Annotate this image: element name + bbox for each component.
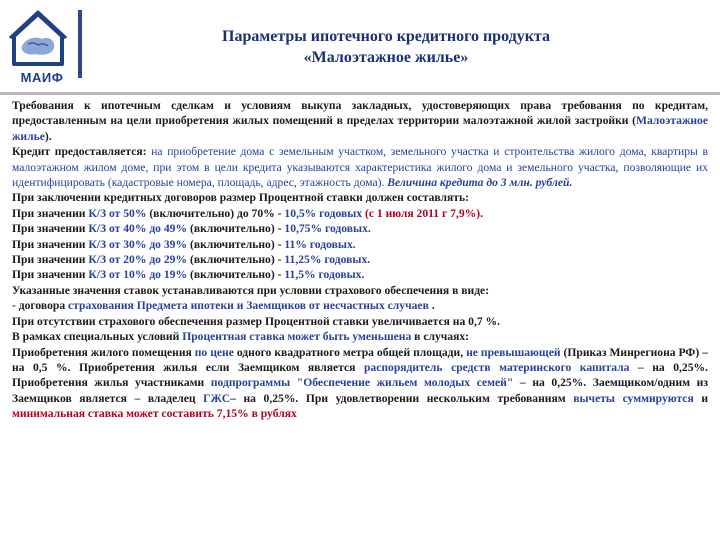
rate-line: [12, 267, 708, 282]
text-run: – на 0,25%. При удовлетворении нескольким требованиям: [230, 391, 574, 405]
insurance-type: страхования Предмета ипотеки и Заемщиков от несчастных случаев: [68, 299, 429, 313]
highlight: по цене: [194, 345, 234, 359]
rate-value: 11,5% годовых.: [284, 268, 365, 282]
title-line-2: «Малоэтажное жилье»: [303, 49, 469, 66]
credit-amount: Величина кредита до 3 млн. рублей.: [387, 176, 573, 190]
requirements-paragraph: [12, 98, 708, 144]
credit-purpose: на приобретение дома с земельным участком, земельного участка и строительства жилого дома, квартиры в малоэтажном жилом доме, при этом в цели кредита указываются характеристика жилого дома и земельного участка, позволяющие их идентифицировать (кадастровые номера, площадь, адрес, этажность дома).: [12, 145, 708, 190]
insurance-condition: Указанные значения ставок устанавливаются при условии страхового обеспечения в виде:: [12, 283, 490, 297]
text-run: и: [693, 391, 708, 405]
text-run: Приобретения жилого помещения: [12, 345, 195, 359]
text-run: (включительно) -: [187, 237, 285, 251]
page-title: [90, 26, 682, 68]
logo-text: МАИФ: [20, 70, 64, 85]
text-run: (включительно) до 70% -: [146, 206, 285, 220]
header: [0, 0, 720, 92]
special-conditions: [12, 329, 708, 344]
ltv-range: К/З от 10% до 19%: [88, 268, 188, 282]
highlight: подпрограммы "Обеспечение жильем молодых семей": [210, 376, 514, 390]
text-run: – на 0,25%. Заемщиком/одним из Заемщиков является – владелец: [12, 376, 708, 405]
title-line-1: Параметры ипотечного кредитного продукта: [222, 28, 550, 45]
text-run: - договора: [12, 299, 69, 313]
ltv-range: К/З от 40% до 49%: [88, 222, 188, 236]
rate-line: [12, 221, 708, 236]
house-logo-icon: [6, 6, 70, 70]
rate-line: [12, 206, 708, 221]
rate-value: 11,25% годовых.: [284, 253, 371, 267]
credit-label: Кредит предоставляется:: [12, 145, 152, 159]
document-body: [12, 98, 708, 422]
text-run: – на 0,25%. Приобретения жилья участниками: [12, 360, 708, 390]
text-run: Требования к ипотечным сделкам и условиям выкупа закладных, удостоверяющих права требования по кредитам, предоставленным на цели приобретения жилых помещений в пределах территории малоэтажной жилой застройки (: [12, 99, 708, 128]
text-run: в случаях:: [411, 330, 470, 344]
rate-reduction: Процентная ставка может быть уменьшена: [182, 330, 412, 344]
header-rule: [0, 92, 720, 95]
text-run: При значении: [12, 206, 89, 220]
rate-value: 10,75% годовых.: [284, 222, 371, 236]
ltv-range: К/З от 30% до 39%: [88, 237, 188, 251]
text-run: одного квадратного метра общей площади,: [233, 345, 467, 359]
text-run: (включительно) -: [187, 253, 285, 267]
text-run: При значении: [12, 253, 89, 267]
highlight: не превышающей: [466, 345, 561, 359]
highlight: вычеты: [573, 391, 615, 405]
text-run: ).: [44, 129, 52, 143]
text-run: (Приказ Минрегиона РФ) – на 0,5 %. Приобретения жилья если Заемщиком является: [12, 345, 709, 374]
insurance-contract: [12, 298, 708, 313]
rate-line: [12, 237, 708, 252]
rate-intro: При заключении кредитных договоров размер Процентной ставки должен составлять:: [12, 191, 469, 205]
text-run: В рамках специальных условий: [12, 330, 183, 344]
ltv-range: К/З от 20% до 29%: [88, 253, 188, 267]
ltv-range: К/З от 50%: [88, 206, 147, 220]
discount-paragraph: [12, 345, 708, 422]
text-run: (включительно) -: [187, 222, 285, 236]
highlight: распорядитель средств материнского капитала: [363, 360, 630, 374]
product-name: Малоэтажное жилье: [12, 114, 708, 143]
text-run: (включительно) -: [187, 268, 285, 282]
no-insurance-note: При отсутствии страхового обеспечения размер Процентной ставки увеличивается на 0,7 %.: [12, 314, 501, 328]
rate-note: (с 1 июля 2011 г 7,9%).: [362, 206, 483, 220]
text-run: При значении: [12, 237, 89, 251]
highlight: суммируются: [622, 391, 694, 405]
text-run: .: [428, 299, 435, 313]
credit-purpose-paragraph: [12, 144, 708, 190]
text-run: При значении: [12, 222, 89, 236]
rate-value: 10,5% годовых: [284, 206, 363, 220]
min-rate-note: минимальная ставка может составить 7,15% в рублях: [12, 407, 297, 421]
highlight: ГЖС: [203, 391, 231, 405]
header-divider: [78, 10, 82, 78]
rate-value: 11% годовых.: [284, 237, 356, 251]
text-run: [615, 392, 623, 405]
rate-line: [12, 252, 708, 267]
text-run: При значении: [12, 268, 89, 282]
logo: [6, 6, 70, 86]
